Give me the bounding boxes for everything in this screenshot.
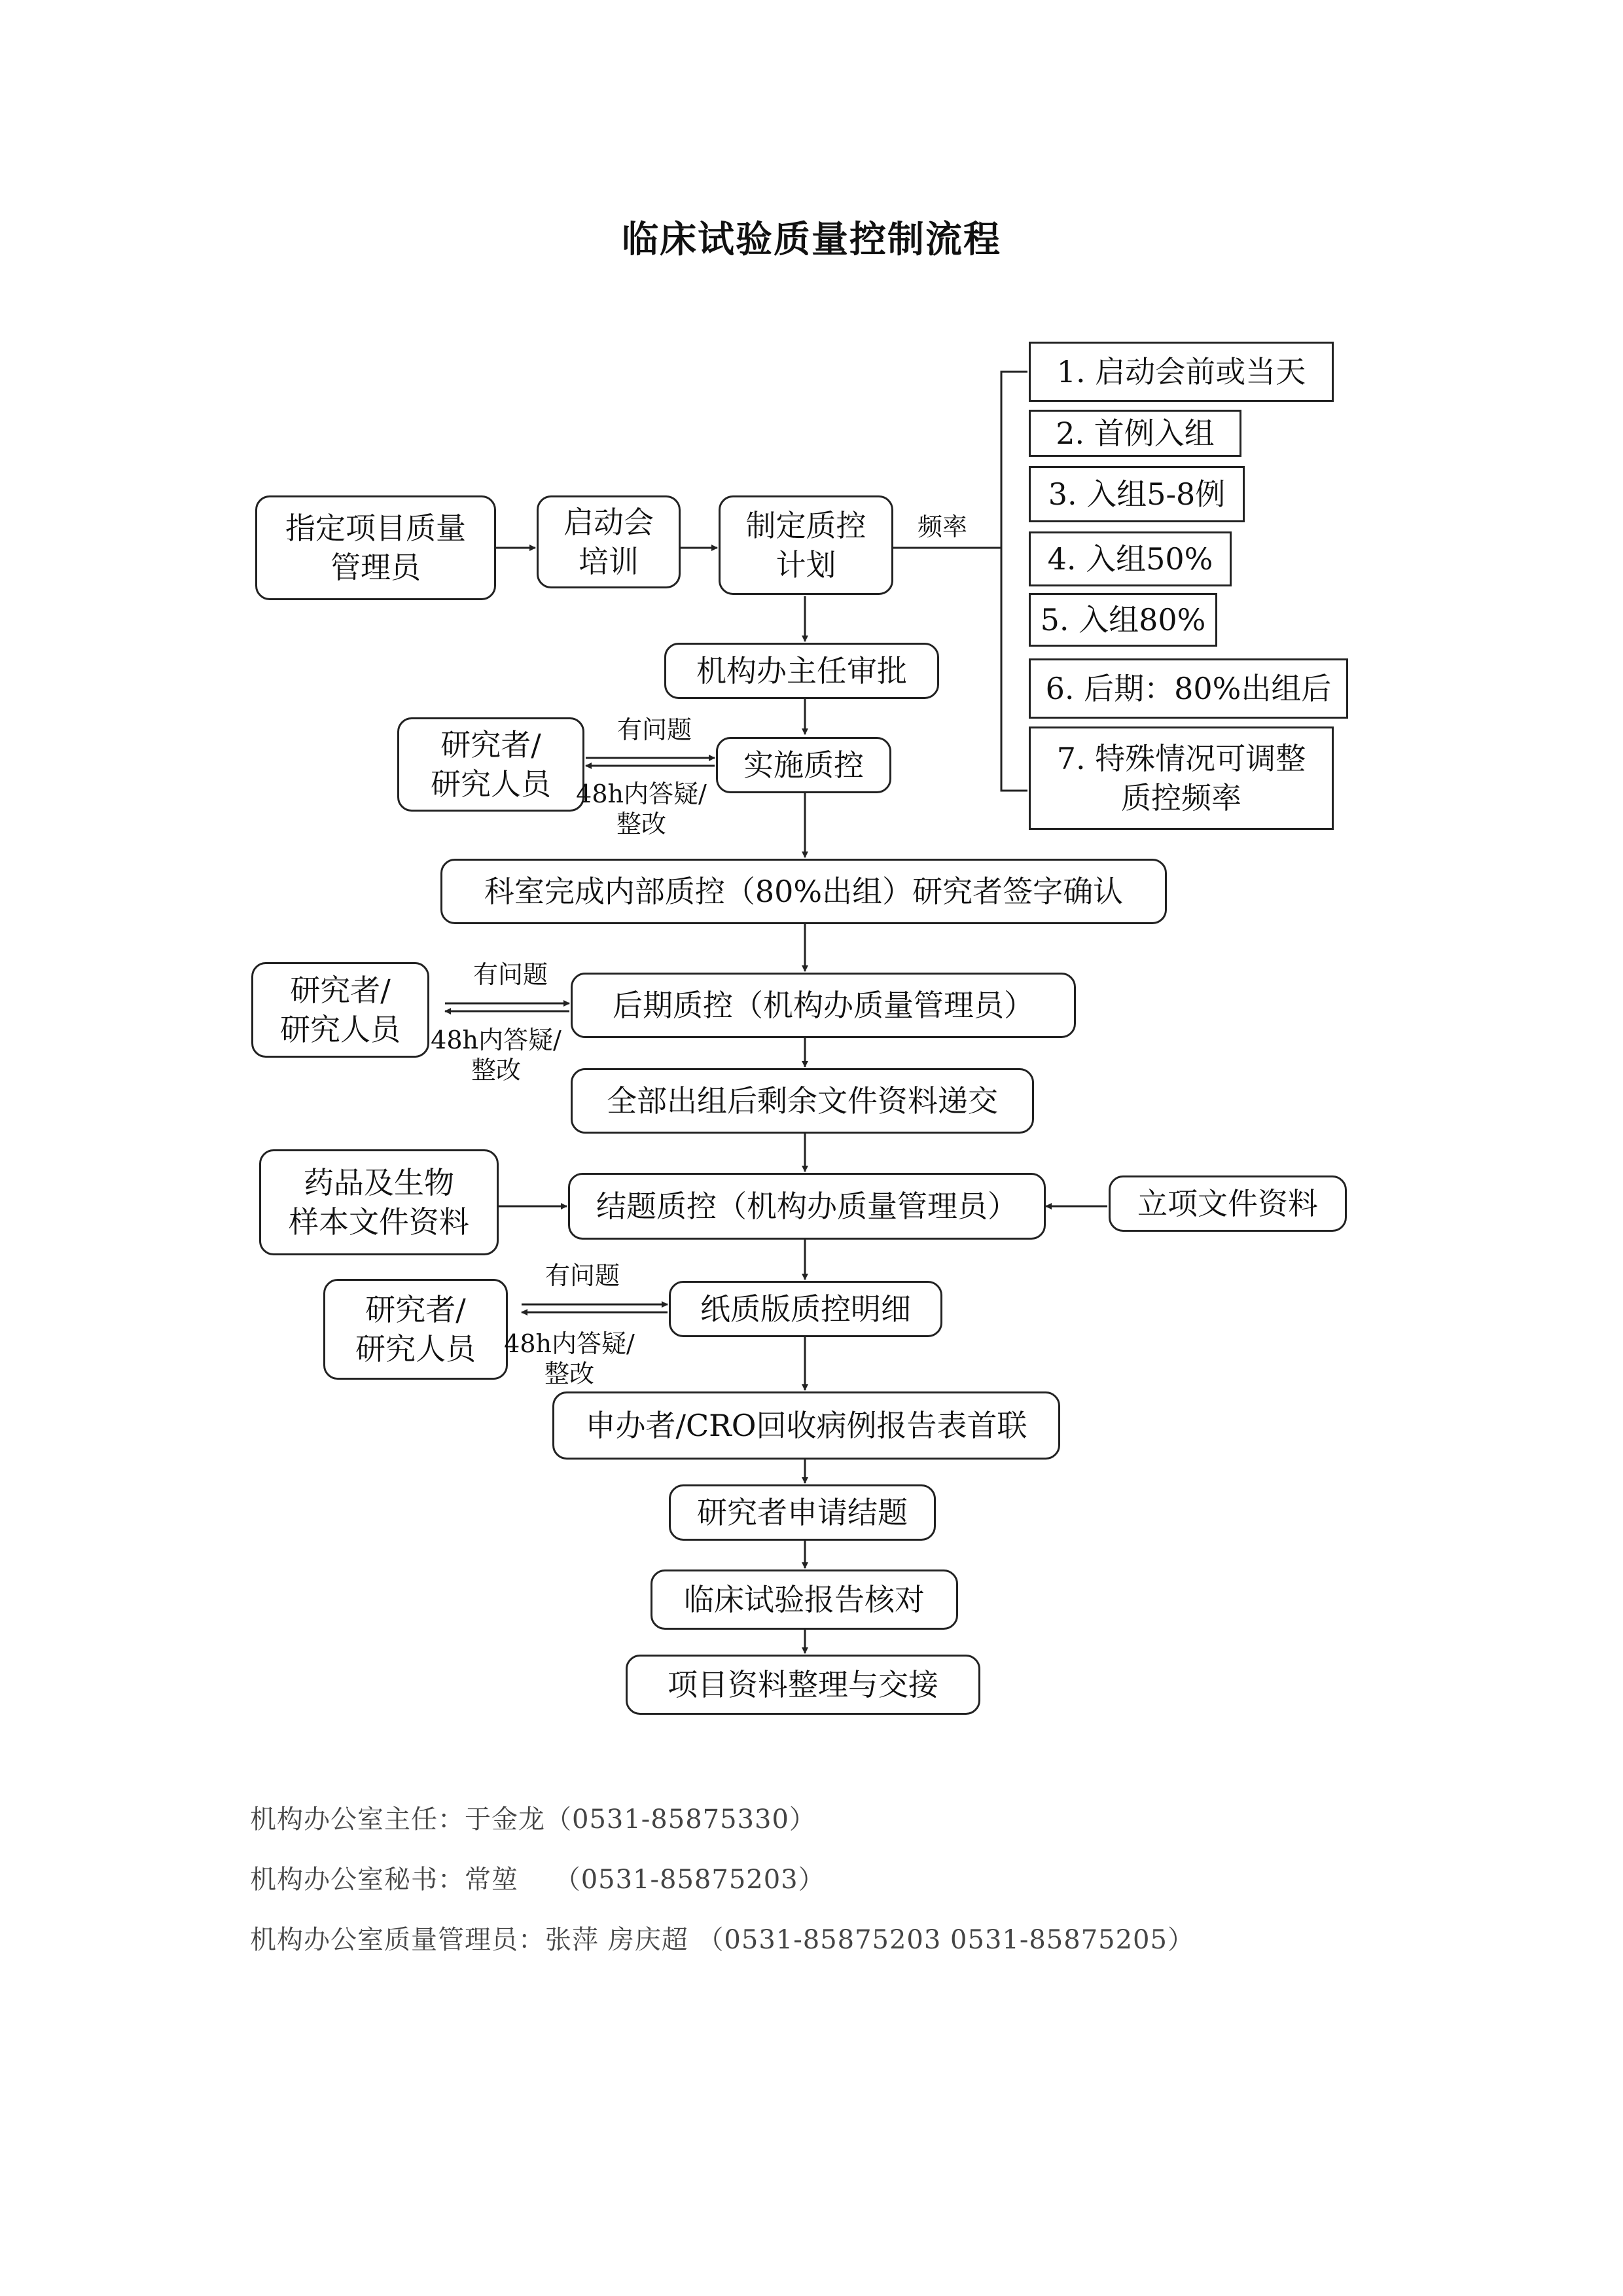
issue-label-3: 有问题	[544, 1261, 620, 1290]
sponsor-collect-crf-box: 申办者/CRO回收病例报告表首联	[552, 1391, 1060, 1460]
assign-quality-manager-box: 指定项目质量 管理员	[255, 495, 496, 600]
reply-label-2: 48h内答疑/ 整改	[431, 1026, 562, 1085]
reply-label-1: 48h内答疑/ 整改	[576, 780, 707, 838]
late-qc-box: 后期质控（机构办质量管理员）	[571, 973, 1076, 1038]
drug-sample-docs-box: 药品及生物 样本文件资料	[259, 1149, 499, 1255]
contact-director: 机构办公室主任：于金龙（0531-85875330）	[250, 1804, 816, 1835]
dept-internal-qc-box: 科室完成内部质控（80%出组）研究者签字确认	[440, 859, 1167, 924]
qc-plan-box: 制定质控 计划	[719, 495, 893, 595]
issue-label-1: 有问题	[616, 715, 692, 744]
apply-conclusion-box: 研究者申请结题	[669, 1484, 936, 1541]
frequency-item-6: 6. 后期：80%出组后	[1029, 658, 1348, 719]
investigator-box-3: 研究者/ 研究人员	[323, 1279, 508, 1380]
contact-secretary: 机构办公室秘书：常堃 （0531-85875203）	[250, 1865, 825, 1895]
contact-quality-managers: 机构办公室质量管理员：张萍 房庆超 （0531-85875203 0531-85875205）	[250, 1925, 1194, 1955]
frequency-item-7: 7. 特殊情况可调整 质控频率	[1029, 726, 1334, 830]
frequency-label: 频率	[917, 512, 967, 541]
page-title: 临床试验质量控制流程	[622, 218, 1001, 261]
frequency-item-2: 2. 首例入组	[1029, 410, 1241, 457]
project-docs-box: 立项文件资料	[1109, 1175, 1347, 1232]
frequency-item-4: 4. 入组50%	[1029, 531, 1232, 586]
final-qc-box: 结题质控（机构办质量管理员）	[568, 1173, 1046, 1240]
implement-qc-box: 实施质控	[716, 737, 891, 793]
submit-remaining-docs-box: 全部出组后剩余文件资料递交	[571, 1068, 1034, 1134]
report-check-box: 临床试验报告核对	[651, 1570, 958, 1630]
director-approval-box: 机构办主任审批	[664, 643, 939, 699]
investigator-box-1: 研究者/ 研究人员	[397, 717, 584, 812]
investigator-box-2: 研究者/ 研究人员	[251, 962, 429, 1058]
frequency-item-5: 5. 入组80%	[1029, 593, 1217, 647]
frequency-item-1: 1. 启动会前或当天	[1029, 342, 1334, 402]
issue-label-2: 有问题	[473, 960, 548, 989]
paper-qc-detail-box: 纸质版质控明细	[669, 1281, 942, 1337]
handover-box: 项目资料整理与交接	[626, 1655, 980, 1715]
frequency-item-3: 3. 入组5-8例	[1029, 466, 1245, 522]
reply-label-3: 48h内答疑/ 整改	[504, 1329, 635, 1388]
kickoff-training-box: 启动会 培训	[537, 495, 681, 588]
